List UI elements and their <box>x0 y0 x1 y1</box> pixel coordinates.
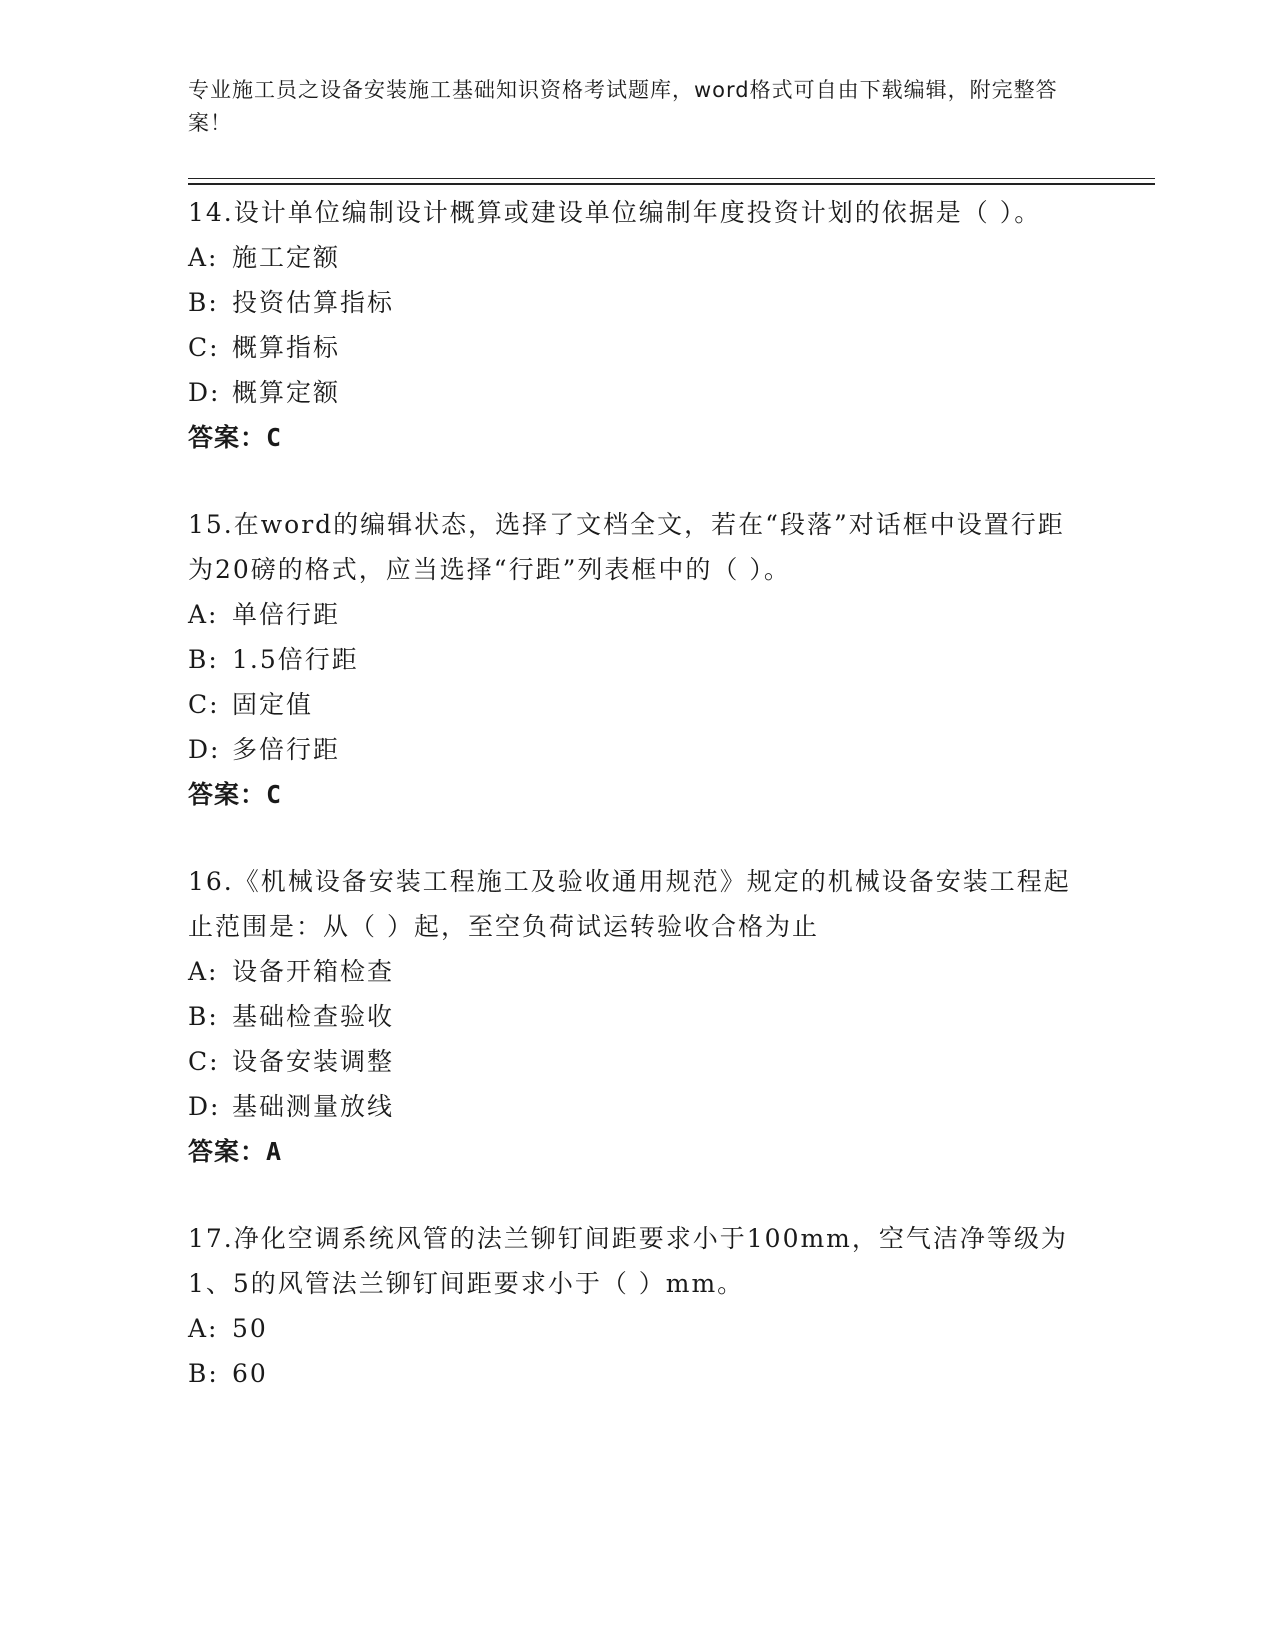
option-letter: D: <box>188 378 221 407</box>
option-letter: A: <box>188 957 219 986</box>
header-divider-thick <box>188 183 1155 185</box>
option-text: 50 <box>232 1314 268 1343</box>
option-b <box>188 1351 1088 1396</box>
option-text: 施工定额 <box>232 243 341 272</box>
option-letter: B: <box>188 1359 219 1388</box>
option-letter: C: <box>188 690 220 719</box>
question-17 <box>188 1216 1088 1396</box>
option-text: 设备开箱检查 <box>232 957 395 986</box>
option-text: 基础检查验收 <box>232 1002 395 1031</box>
option-text: 投资估算指标 <box>232 288 395 317</box>
header-divider-thin <box>188 178 1155 179</box>
option-d <box>188 370 1088 415</box>
option-d <box>188 727 1088 772</box>
option-a <box>188 235 1088 280</box>
option-letter: B: <box>188 1002 219 1031</box>
option-letter: B: <box>188 645 219 674</box>
question-14 <box>188 190 1088 460</box>
option-text: 多倍行距 <box>232 735 341 764</box>
option-letter: C: <box>188 333 220 362</box>
option-letter: D: <box>188 1092 221 1121</box>
option-text: 1.5倍行距 <box>232 645 359 674</box>
question-16 <box>188 859 1088 1174</box>
answer-value: C <box>266 423 283 452</box>
option-c <box>188 682 1088 727</box>
option-letter: A: <box>188 1314 219 1343</box>
question-15 <box>188 502 1088 817</box>
question-stem: 14.设计单位编制设计概算或建设单位编制年度投资计划的依据是（ ）。 <box>188 198 1042 227</box>
header-text: 专业施工员之设备安装施工基础知识资格考试题库，word格式可自由下载编辑，附完整答案！ <box>188 78 1058 135</box>
option-b <box>188 280 1088 325</box>
option-letter: A: <box>188 243 219 272</box>
answer-label: 答案： <box>188 423 267 452</box>
document-header <box>188 74 1088 140</box>
question-stem: 16.《机械设备安装工程施工及验收通用规范》规定的机械设备安装工程起止范围是：从（ ）起，至空负荷试运转验收合格为止 <box>188 867 1071 941</box>
answer-label: 答案： <box>188 780 267 809</box>
option-text: 概算指标 <box>232 333 341 362</box>
option-a <box>188 949 1088 994</box>
option-c <box>188 1039 1088 1084</box>
answer-line <box>188 1129 1088 1174</box>
answer-value: C <box>266 780 283 809</box>
option-letter: C: <box>188 1047 220 1076</box>
option-a <box>188 592 1088 637</box>
question-stem: 17.净化空调系统风管的法兰铆钉间距要求小于100mm，空气洁净等级为1、5的风管法兰铆钉间距要求小于（ ）mm。 <box>188 1224 1068 1298</box>
question-list <box>188 190 1088 1438</box>
option-d <box>188 1084 1088 1129</box>
option-letter: A: <box>188 600 219 629</box>
option-text: 基础测量放线 <box>232 1092 395 1121</box>
option-a <box>188 1306 1088 1351</box>
question-stem: 15.在word的编辑状态，选择了文档全文，若在“段落”对话框中设置行距为20磅的格式，应当选择“行距”列表框中的（ ）。 <box>188 510 1065 584</box>
option-text: 设备安装调整 <box>232 1047 395 1076</box>
answer-line <box>188 415 1088 460</box>
answer-value: A <box>266 1137 283 1166</box>
option-text: 60 <box>232 1359 268 1388</box>
option-b <box>188 994 1088 1039</box>
answer-line <box>188 772 1088 817</box>
option-b <box>188 637 1088 682</box>
answer-label: 答案： <box>188 1137 267 1166</box>
option-text: 单倍行距 <box>232 600 341 629</box>
option-c <box>188 325 1088 370</box>
option-letter: D: <box>188 735 221 764</box>
option-text: 概算定额 <box>232 378 341 407</box>
option-text: 固定值 <box>232 690 314 719</box>
option-letter: B: <box>188 288 219 317</box>
